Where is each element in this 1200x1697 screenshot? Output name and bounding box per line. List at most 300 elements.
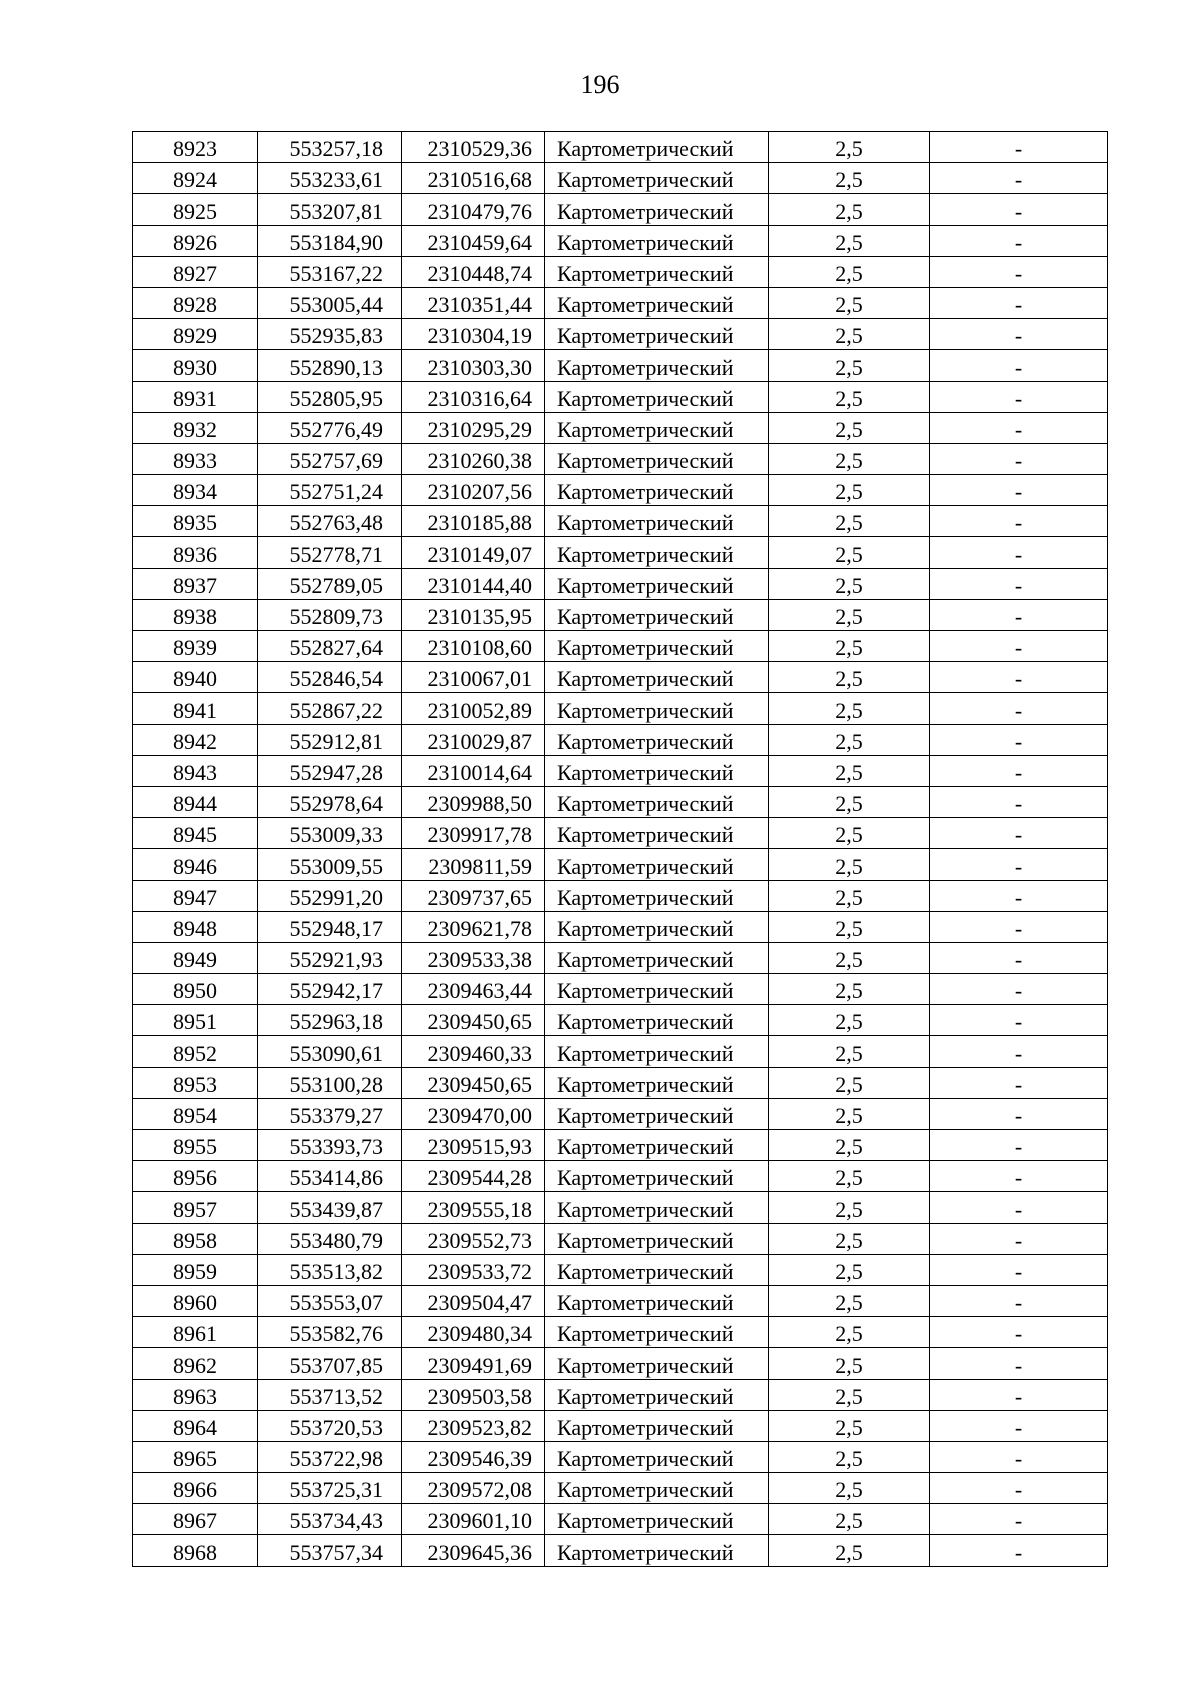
method-cell: Картометрический xyxy=(545,350,769,381)
description-cell: - xyxy=(930,319,1108,350)
description-cell: - xyxy=(930,693,1108,724)
method-cell: Картометрический xyxy=(545,818,769,849)
x-coordinate-cell: 553582,76 xyxy=(258,1317,402,1348)
accuracy-cell: 2,5 xyxy=(769,475,930,506)
method-cell: Картометрический xyxy=(545,163,769,194)
description-cell: - xyxy=(930,880,1108,911)
y-coordinate-cell: 2309523,82 xyxy=(402,1410,545,1441)
table-row xyxy=(133,225,1108,256)
method-cell: Картометрический xyxy=(545,1348,769,1379)
y-coordinate-cell: 2309645,36 xyxy=(402,1535,545,1566)
y-coordinate-cell: 2309555,18 xyxy=(402,1192,545,1223)
method-cell: Картометрический xyxy=(545,1036,769,1067)
point-number-cell: 8929 xyxy=(133,319,258,350)
x-coordinate-cell: 552751,24 xyxy=(258,475,402,506)
point-number-cell: 8960 xyxy=(133,1285,258,1316)
x-coordinate-cell: 553005,44 xyxy=(258,287,402,318)
y-coordinate-cell: 2310067,01 xyxy=(402,662,545,693)
table-row xyxy=(133,1130,1108,1161)
y-coordinate-cell: 2310529,36 xyxy=(402,132,545,163)
x-coordinate-cell: 553257,18 xyxy=(258,132,402,163)
y-coordinate-cell: 2309917,78 xyxy=(402,818,545,849)
y-coordinate-cell: 2310316,64 xyxy=(402,381,545,412)
accuracy-cell: 2,5 xyxy=(769,755,930,786)
method-cell: Картометрический xyxy=(545,1005,769,1036)
y-coordinate-cell: 2310144,40 xyxy=(402,568,545,599)
method-cell: Картометрический xyxy=(545,724,769,755)
y-coordinate-cell: 2310014,64 xyxy=(402,755,545,786)
point-number-cell: 8936 xyxy=(133,537,258,568)
description-cell: - xyxy=(930,537,1108,568)
accuracy-cell: 2,5 xyxy=(769,1130,930,1161)
y-coordinate-cell: 2310304,19 xyxy=(402,319,545,350)
description-cell: - xyxy=(930,818,1108,849)
y-coordinate-cell: 2310479,76 xyxy=(402,194,545,225)
description-cell: - xyxy=(930,724,1108,755)
description-cell: - xyxy=(930,786,1108,817)
point-number-cell: 8947 xyxy=(133,880,258,911)
method-cell: Картометрический xyxy=(545,256,769,287)
description-cell: - xyxy=(930,1005,1108,1036)
method-cell: Картометрический xyxy=(545,506,769,537)
accuracy-cell: 2,5 xyxy=(769,693,930,724)
x-coordinate-cell: 552827,64 xyxy=(258,631,402,662)
point-number-cell: 8955 xyxy=(133,1130,258,1161)
accuracy-cell: 2,5 xyxy=(769,724,930,755)
method-cell: Картометрический xyxy=(545,381,769,412)
method-cell: Картометрический xyxy=(545,1067,769,1098)
method-cell: Картометрический xyxy=(545,475,769,506)
table-row xyxy=(133,163,1108,194)
method-cell: Картометрический xyxy=(545,537,769,568)
accuracy-cell: 2,5 xyxy=(769,1504,930,1535)
y-coordinate-cell: 2309515,93 xyxy=(402,1130,545,1161)
method-cell: Картометрический xyxy=(545,693,769,724)
table-row xyxy=(133,350,1108,381)
method-cell: Картометрический xyxy=(545,412,769,443)
description-cell: - xyxy=(930,1098,1108,1129)
accuracy-cell: 2,5 xyxy=(769,350,930,381)
table-row xyxy=(133,443,1108,474)
method-cell: Картометрический xyxy=(545,786,769,817)
x-coordinate-cell: 553725,31 xyxy=(258,1473,402,1504)
point-number-cell: 8962 xyxy=(133,1348,258,1379)
y-coordinate-cell: 2310459,64 xyxy=(402,225,545,256)
point-number-cell: 8932 xyxy=(133,412,258,443)
method-cell: Картометрический xyxy=(545,1379,769,1410)
method-cell: Картометрический xyxy=(545,1317,769,1348)
point-number-cell: 8935 xyxy=(133,506,258,537)
y-coordinate-cell: 2309552,73 xyxy=(402,1223,545,1254)
method-cell: Картометрический xyxy=(545,1223,769,1254)
y-coordinate-cell: 2310135,95 xyxy=(402,599,545,630)
x-coordinate-cell: 552890,13 xyxy=(258,350,402,381)
point-number-cell: 8925 xyxy=(133,194,258,225)
table-row xyxy=(133,1223,1108,1254)
table-row xyxy=(133,1535,1108,1566)
y-coordinate-cell: 2309737,65 xyxy=(402,880,545,911)
point-number-cell: 8939 xyxy=(133,631,258,662)
table-row xyxy=(133,1005,1108,1036)
description-cell: - xyxy=(930,599,1108,630)
description-cell: - xyxy=(930,350,1108,381)
y-coordinate-cell: 2309480,34 xyxy=(402,1317,545,1348)
accuracy-cell: 2,5 xyxy=(769,1067,930,1098)
y-coordinate-cell: 2309988,50 xyxy=(402,786,545,817)
y-coordinate-cell: 2310149,07 xyxy=(402,537,545,568)
method-cell: Картометрический xyxy=(545,1504,769,1535)
table-row xyxy=(133,475,1108,506)
description-cell: - xyxy=(930,1192,1108,1223)
point-number-cell: 8927 xyxy=(133,256,258,287)
description-cell: - xyxy=(930,1254,1108,1285)
point-number-cell: 8949 xyxy=(133,942,258,973)
accuracy-cell: 2,5 xyxy=(769,1317,930,1348)
point-number-cell: 8951 xyxy=(133,1005,258,1036)
y-coordinate-cell: 2309460,33 xyxy=(402,1036,545,1067)
x-coordinate-cell: 553722,98 xyxy=(258,1441,402,1472)
point-number-cell: 8950 xyxy=(133,974,258,1005)
table-row xyxy=(133,506,1108,537)
description-cell: - xyxy=(930,849,1108,880)
x-coordinate-cell: 552921,93 xyxy=(258,942,402,973)
table-row xyxy=(133,755,1108,786)
method-cell: Картометрический xyxy=(545,755,769,786)
x-coordinate-cell: 553379,27 xyxy=(258,1098,402,1129)
x-coordinate-cell: 553480,79 xyxy=(258,1223,402,1254)
table-row xyxy=(133,412,1108,443)
y-coordinate-cell: 2309463,44 xyxy=(402,974,545,1005)
coordinates-table xyxy=(132,131,1108,1567)
accuracy-cell: 2,5 xyxy=(769,132,930,163)
y-coordinate-cell: 2309601,10 xyxy=(402,1504,545,1535)
point-number-cell: 8943 xyxy=(133,755,258,786)
accuracy-cell: 2,5 xyxy=(769,1473,930,1504)
accuracy-cell: 2,5 xyxy=(769,849,930,880)
method-cell: Картометрический xyxy=(545,599,769,630)
method-cell: Картометрический xyxy=(545,631,769,662)
point-number-cell: 8923 xyxy=(133,132,258,163)
table-row xyxy=(133,319,1108,350)
point-number-cell: 8946 xyxy=(133,849,258,880)
accuracy-cell: 2,5 xyxy=(769,818,930,849)
accuracy-cell: 2,5 xyxy=(769,1223,930,1254)
point-number-cell: 8930 xyxy=(133,350,258,381)
table-row xyxy=(133,849,1108,880)
x-coordinate-cell: 553207,81 xyxy=(258,194,402,225)
description-cell: - xyxy=(930,755,1108,786)
method-cell: Картометрический xyxy=(545,662,769,693)
table-row xyxy=(133,1285,1108,1316)
method-cell: Картометрический xyxy=(545,194,769,225)
method-cell: Картометрический xyxy=(545,568,769,599)
x-coordinate-cell: 552778,71 xyxy=(258,537,402,568)
description-cell: - xyxy=(930,911,1108,942)
y-coordinate-cell: 2310448,74 xyxy=(402,256,545,287)
point-number-cell: 8954 xyxy=(133,1098,258,1129)
page-number: 196 xyxy=(580,70,620,99)
accuracy-cell: 2,5 xyxy=(769,1005,930,1036)
table-row xyxy=(133,132,1108,163)
table-row xyxy=(133,599,1108,630)
x-coordinate-cell: 553233,61 xyxy=(258,163,402,194)
accuracy-cell: 2,5 xyxy=(769,443,930,474)
point-number-cell: 8940 xyxy=(133,662,258,693)
accuracy-cell: 2,5 xyxy=(769,1410,930,1441)
x-coordinate-cell: 553757,34 xyxy=(258,1535,402,1566)
point-number-cell: 8966 xyxy=(133,1473,258,1504)
point-number-cell: 8961 xyxy=(133,1317,258,1348)
y-coordinate-cell: 2310303,30 xyxy=(402,350,545,381)
point-number-cell: 8952 xyxy=(133,1036,258,1067)
description-cell: - xyxy=(930,1410,1108,1441)
y-coordinate-cell: 2309621,78 xyxy=(402,911,545,942)
x-coordinate-cell: 553009,55 xyxy=(258,849,402,880)
description-cell: - xyxy=(930,381,1108,412)
method-cell: Картометрический xyxy=(545,1254,769,1285)
x-coordinate-cell: 553439,87 xyxy=(258,1192,402,1223)
accuracy-cell: 2,5 xyxy=(769,974,930,1005)
accuracy-cell: 2,5 xyxy=(769,662,930,693)
description-cell: - xyxy=(930,225,1108,256)
point-number-cell: 8957 xyxy=(133,1192,258,1223)
description-cell: - xyxy=(930,1130,1108,1161)
y-coordinate-cell: 2309572,08 xyxy=(402,1473,545,1504)
point-number-cell: 8968 xyxy=(133,1535,258,1566)
accuracy-cell: 2,5 xyxy=(769,942,930,973)
method-cell: Картометрический xyxy=(545,1192,769,1223)
x-coordinate-cell: 552912,81 xyxy=(258,724,402,755)
table-row xyxy=(133,1473,1108,1504)
description-cell: - xyxy=(930,1161,1108,1192)
point-number-cell: 8934 xyxy=(133,475,258,506)
accuracy-cell: 2,5 xyxy=(769,786,930,817)
accuracy-cell: 2,5 xyxy=(769,1036,930,1067)
x-coordinate-cell: 552867,22 xyxy=(258,693,402,724)
table-row xyxy=(133,1192,1108,1223)
accuracy-cell: 2,5 xyxy=(769,412,930,443)
x-coordinate-cell: 552935,83 xyxy=(258,319,402,350)
method-cell: Картометрический xyxy=(545,132,769,163)
table-row xyxy=(133,1254,1108,1285)
x-coordinate-cell: 552776,49 xyxy=(258,412,402,443)
accuracy-cell: 2,5 xyxy=(769,1192,930,1223)
y-coordinate-cell: 2310260,38 xyxy=(402,443,545,474)
x-coordinate-cell: 553393,73 xyxy=(258,1130,402,1161)
description-cell: - xyxy=(930,662,1108,693)
y-coordinate-cell: 2309533,38 xyxy=(402,942,545,973)
accuracy-cell: 2,5 xyxy=(769,319,930,350)
accuracy-cell: 2,5 xyxy=(769,194,930,225)
y-coordinate-cell: 2310516,68 xyxy=(402,163,545,194)
method-cell: Картометрический xyxy=(545,1410,769,1441)
method-cell: Картометрический xyxy=(545,1473,769,1504)
table-row xyxy=(133,1410,1108,1441)
point-number-cell: 8937 xyxy=(133,568,258,599)
point-number-cell: 8953 xyxy=(133,1067,258,1098)
x-coordinate-cell: 552942,17 xyxy=(258,974,402,1005)
y-coordinate-cell: 2309450,65 xyxy=(402,1005,545,1036)
table-row xyxy=(133,256,1108,287)
x-coordinate-cell: 553414,86 xyxy=(258,1161,402,1192)
point-number-cell: 8926 xyxy=(133,225,258,256)
accuracy-cell: 2,5 xyxy=(769,163,930,194)
method-cell: Картометрический xyxy=(545,911,769,942)
description-cell: - xyxy=(930,443,1108,474)
description-cell: - xyxy=(930,1379,1108,1410)
x-coordinate-cell: 552757,69 xyxy=(258,443,402,474)
accuracy-cell: 2,5 xyxy=(769,256,930,287)
accuracy-cell: 2,5 xyxy=(769,599,930,630)
x-coordinate-cell: 553009,33 xyxy=(258,818,402,849)
accuracy-cell: 2,5 xyxy=(769,1285,930,1316)
accuracy-cell: 2,5 xyxy=(769,568,930,599)
point-number-cell: 8928 xyxy=(133,287,258,318)
table-row xyxy=(133,1161,1108,1192)
table-row xyxy=(133,1348,1108,1379)
table-row xyxy=(133,724,1108,755)
x-coordinate-cell: 553720,53 xyxy=(258,1410,402,1441)
table-body xyxy=(133,132,1108,1567)
description-cell: - xyxy=(930,942,1108,973)
y-coordinate-cell: 2309546,39 xyxy=(402,1441,545,1472)
point-number-cell: 8924 xyxy=(133,163,258,194)
method-cell: Картометрический xyxy=(545,849,769,880)
x-coordinate-cell: 552789,05 xyxy=(258,568,402,599)
table-row xyxy=(133,1036,1108,1067)
point-number-cell: 8933 xyxy=(133,443,258,474)
description-cell: - xyxy=(930,287,1108,318)
description-cell: - xyxy=(930,1285,1108,1316)
point-number-cell: 8938 xyxy=(133,599,258,630)
accuracy-cell: 2,5 xyxy=(769,381,930,412)
accuracy-cell: 2,5 xyxy=(769,631,930,662)
description-cell: - xyxy=(930,1348,1108,1379)
y-coordinate-cell: 2310052,89 xyxy=(402,693,545,724)
accuracy-cell: 2,5 xyxy=(769,880,930,911)
method-cell: Картометрический xyxy=(545,942,769,973)
method-cell: Картометрический xyxy=(545,1535,769,1566)
x-coordinate-cell: 552947,28 xyxy=(258,755,402,786)
point-number-cell: 8965 xyxy=(133,1441,258,1472)
description-cell: - xyxy=(930,163,1108,194)
method-cell: Картометрический xyxy=(545,1098,769,1129)
accuracy-cell: 2,5 xyxy=(769,1535,930,1566)
x-coordinate-cell: 552763,48 xyxy=(258,506,402,537)
description-cell: - xyxy=(930,1317,1108,1348)
description-cell: - xyxy=(930,1535,1108,1566)
description-cell: - xyxy=(930,1441,1108,1472)
point-number-cell: 8958 xyxy=(133,1223,258,1254)
x-coordinate-cell: 552978,64 xyxy=(258,786,402,817)
description-cell: - xyxy=(930,1473,1108,1504)
description-cell: - xyxy=(930,506,1108,537)
x-coordinate-cell: 553707,85 xyxy=(258,1348,402,1379)
y-coordinate-cell: 2310185,88 xyxy=(402,506,545,537)
accuracy-cell: 2,5 xyxy=(769,1161,930,1192)
description-cell: - xyxy=(930,132,1108,163)
y-coordinate-cell: 2309450,65 xyxy=(402,1067,545,1098)
accuracy-cell: 2,5 xyxy=(769,1348,930,1379)
method-cell: Картометрический xyxy=(545,1161,769,1192)
accuracy-cell: 2,5 xyxy=(769,911,930,942)
point-number-cell: 8963 xyxy=(133,1379,258,1410)
description-cell: - xyxy=(930,475,1108,506)
method-cell: Картометрический xyxy=(545,443,769,474)
method-cell: Картометрический xyxy=(545,1130,769,1161)
y-coordinate-cell: 2309503,58 xyxy=(402,1379,545,1410)
table-row xyxy=(133,786,1108,817)
method-cell: Картометрический xyxy=(545,225,769,256)
accuracy-cell: 2,5 xyxy=(769,225,930,256)
table-row xyxy=(133,537,1108,568)
x-coordinate-cell: 553100,28 xyxy=(258,1067,402,1098)
table-row xyxy=(133,631,1108,662)
table-row xyxy=(133,1317,1108,1348)
method-cell: Картометрический xyxy=(545,319,769,350)
method-cell: Картометрический xyxy=(545,287,769,318)
y-coordinate-cell: 2309470,00 xyxy=(402,1098,545,1129)
x-coordinate-cell: 553167,22 xyxy=(258,256,402,287)
point-number-cell: 8959 xyxy=(133,1254,258,1285)
accuracy-cell: 2,5 xyxy=(769,1098,930,1129)
point-number-cell: 8948 xyxy=(133,911,258,942)
table-row xyxy=(133,818,1108,849)
table-row xyxy=(133,568,1108,599)
y-coordinate-cell: 2309533,72 xyxy=(402,1254,545,1285)
x-coordinate-cell: 552991,20 xyxy=(258,880,402,911)
accuracy-cell: 2,5 xyxy=(769,1379,930,1410)
table-row xyxy=(133,911,1108,942)
table-row xyxy=(133,381,1108,412)
table-row xyxy=(133,880,1108,911)
method-cell: Картометрический xyxy=(545,880,769,911)
point-number-cell: 8944 xyxy=(133,786,258,817)
x-coordinate-cell: 553553,07 xyxy=(258,1285,402,1316)
accuracy-cell: 2,5 xyxy=(769,537,930,568)
x-coordinate-cell: 553713,52 xyxy=(258,1379,402,1410)
method-cell: Картометрический xyxy=(545,1285,769,1316)
table-row xyxy=(133,1067,1108,1098)
description-cell: - xyxy=(930,631,1108,662)
accuracy-cell: 2,5 xyxy=(769,1254,930,1285)
point-number-cell: 8931 xyxy=(133,381,258,412)
x-coordinate-cell: 552846,54 xyxy=(258,662,402,693)
table-row xyxy=(133,1098,1108,1129)
y-coordinate-cell: 2310029,87 xyxy=(402,724,545,755)
x-coordinate-cell: 552948,17 xyxy=(258,911,402,942)
table-row xyxy=(133,693,1108,724)
accuracy-cell: 2,5 xyxy=(769,1441,930,1472)
description-cell: - xyxy=(930,974,1108,1005)
table-row xyxy=(133,1504,1108,1535)
x-coordinate-cell: 553513,82 xyxy=(258,1254,402,1285)
table-row xyxy=(133,194,1108,225)
method-cell: Картометрический xyxy=(545,974,769,1005)
point-number-cell: 8956 xyxy=(133,1161,258,1192)
x-coordinate-cell: 553734,43 xyxy=(258,1504,402,1535)
accuracy-cell: 2,5 xyxy=(769,287,930,318)
point-number-cell: 8941 xyxy=(133,693,258,724)
x-coordinate-cell: 553184,90 xyxy=(258,225,402,256)
description-cell: - xyxy=(930,1223,1108,1254)
description-cell: - xyxy=(930,412,1108,443)
description-cell: - xyxy=(930,1036,1108,1067)
accuracy-cell: 2,5 xyxy=(769,506,930,537)
x-coordinate-cell: 553090,61 xyxy=(258,1036,402,1067)
table-row xyxy=(133,1379,1108,1410)
point-number-cell: 8964 xyxy=(133,1410,258,1441)
